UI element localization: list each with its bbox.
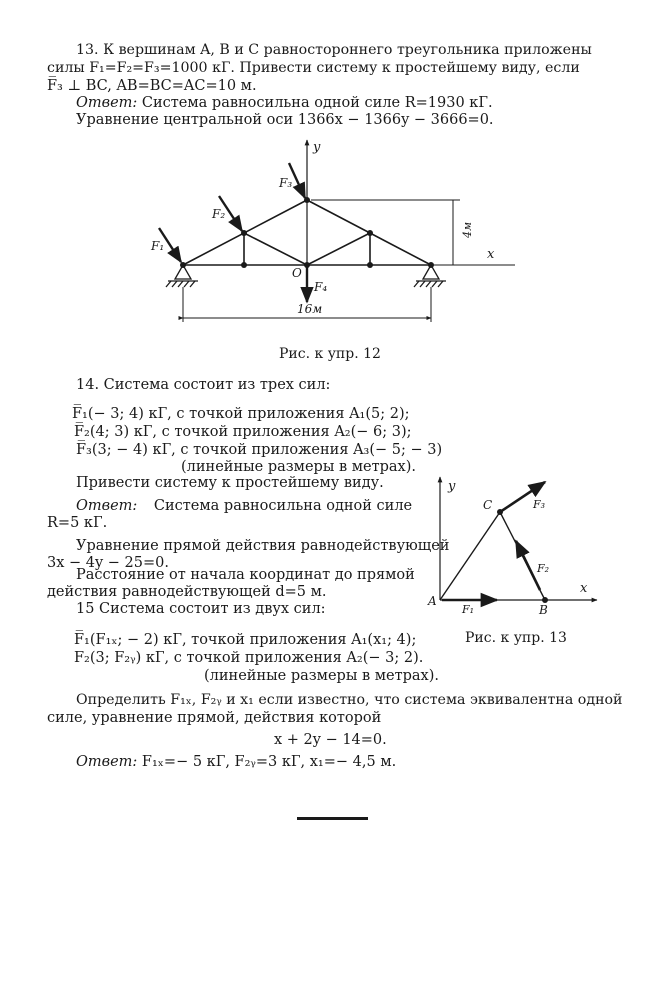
p15-units: (линейные размеры в метрах). — [204, 668, 439, 684]
fig13-f2-label: F₂ — [537, 562, 550, 575]
fig13-caption: Рис. к упр. 13 — [465, 630, 567, 646]
p14-task: Привести систему к простейшему виду. — [76, 475, 384, 491]
p14-distance-b: действия равнодействующей d=5 м. — [47, 584, 327, 600]
fig13-f1-label: F₁ — [462, 603, 475, 616]
p14-answer-label: Ответ: — [76, 498, 138, 514]
fig12-origin-label: O — [292, 266, 302, 280]
fig12-x-label: x — [487, 247, 495, 262]
fig13-f3-label: F₃ — [533, 498, 546, 511]
p13-line2: силы F₁=F₂=F₃=1000 кГ. Привести систему к простейшему виду, если — [47, 60, 580, 76]
fig13-y-label: y — [448, 479, 456, 494]
fig13-a-label: A — [428, 594, 437, 608]
p14-force-1: F̅₁(− 3; 4) кГ, с точкой приложения A₁(5; 2); — [72, 406, 410, 422]
p13-line1: 13. К вершинам A, B и C равностороннего треугольника приложены — [76, 42, 592, 58]
p14-force-3: F̅₃(3; − 4) кГ, с точкой приложения A₃(− 5; − 3) — [76, 442, 443, 458]
fig12-y-label: y — [313, 140, 321, 155]
fig12-f4-label: F₄ — [314, 280, 328, 294]
p15-answer-label: Ответ: — [76, 754, 138, 770]
p15-task-b: силе, уравнение прямой, действия которой — [47, 710, 382, 726]
p14-answer-value: R=5 кГ. — [47, 515, 108, 531]
p15-task-a: Определить F₁ₓ, F₂ᵧ и x₁ если известно, что система эквивалентна одной — [76, 692, 623, 708]
p14-equation-text: Уравнение прямой действия равнодействующей — [76, 538, 450, 554]
fig13-c-label: C — [483, 498, 493, 512]
fig13-b-label: B — [539, 603, 548, 617]
fig12-caption: Рис. к упр. 12 — [279, 346, 381, 362]
p13-line3: F̅₃ ⊥ BC, AB=BC=AC=10 м. — [47, 78, 257, 94]
fig12-height-label: 4м — [461, 221, 474, 238]
p14-answer-text: Система равносильна одной силе — [153, 498, 413, 514]
p13-answer-label: Ответ: — [76, 95, 138, 111]
fig13-x-label: x — [580, 581, 588, 596]
fig12-span-label: 16м — [297, 302, 323, 316]
p15-equation: x + 2y − 14=0. — [274, 732, 387, 748]
fig12-f1-label: F₁ — [151, 239, 165, 253]
p15-force-1: F̅₁(F₁ₓ; − 2) кГ, точкой приложения A₁(x₁; 4); — [74, 632, 417, 648]
p15-answer-text: F₁ₓ=− 5 кГ, F₂ᵧ=3 кГ, x₁=− 4,5 м. — [141, 754, 397, 770]
p15-intro: 15 Система состоит из двух сил: — [76, 601, 326, 617]
p14-force-2: F̅₂(4; 3) кГ, с точкой приложения A₂(− 6; 3); — [74, 424, 412, 440]
fig12-f2-label: F₂ — [212, 207, 226, 221]
side-ac — [440, 512, 500, 600]
p14-units: (линейные размеры в метрах). — [181, 459, 416, 475]
p14-intro: 14. Система состоит из трех сил: — [76, 377, 331, 393]
p13-axis-equation: Уравнение центральной оси 1366x − 1366y − 3666=0. — [76, 112, 494, 128]
end-rule — [297, 817, 368, 820]
p15-force-2: F₂(3; F₂ᵧ) кГ, с точкой приложения A₂(− 3; 2). — [74, 650, 424, 666]
fig12-f3-label: F₃ — [279, 176, 293, 190]
p13-answer-text: Система равносильна одной силе R=1930 кГ. — [141, 95, 493, 111]
p15-answer — [76, 753, 396, 771]
p14-distance-a: Расстояние от начала координат до прямой — [76, 567, 415, 583]
p14-equation: 3x − 4y − 25=0. — [47, 555, 169, 571]
